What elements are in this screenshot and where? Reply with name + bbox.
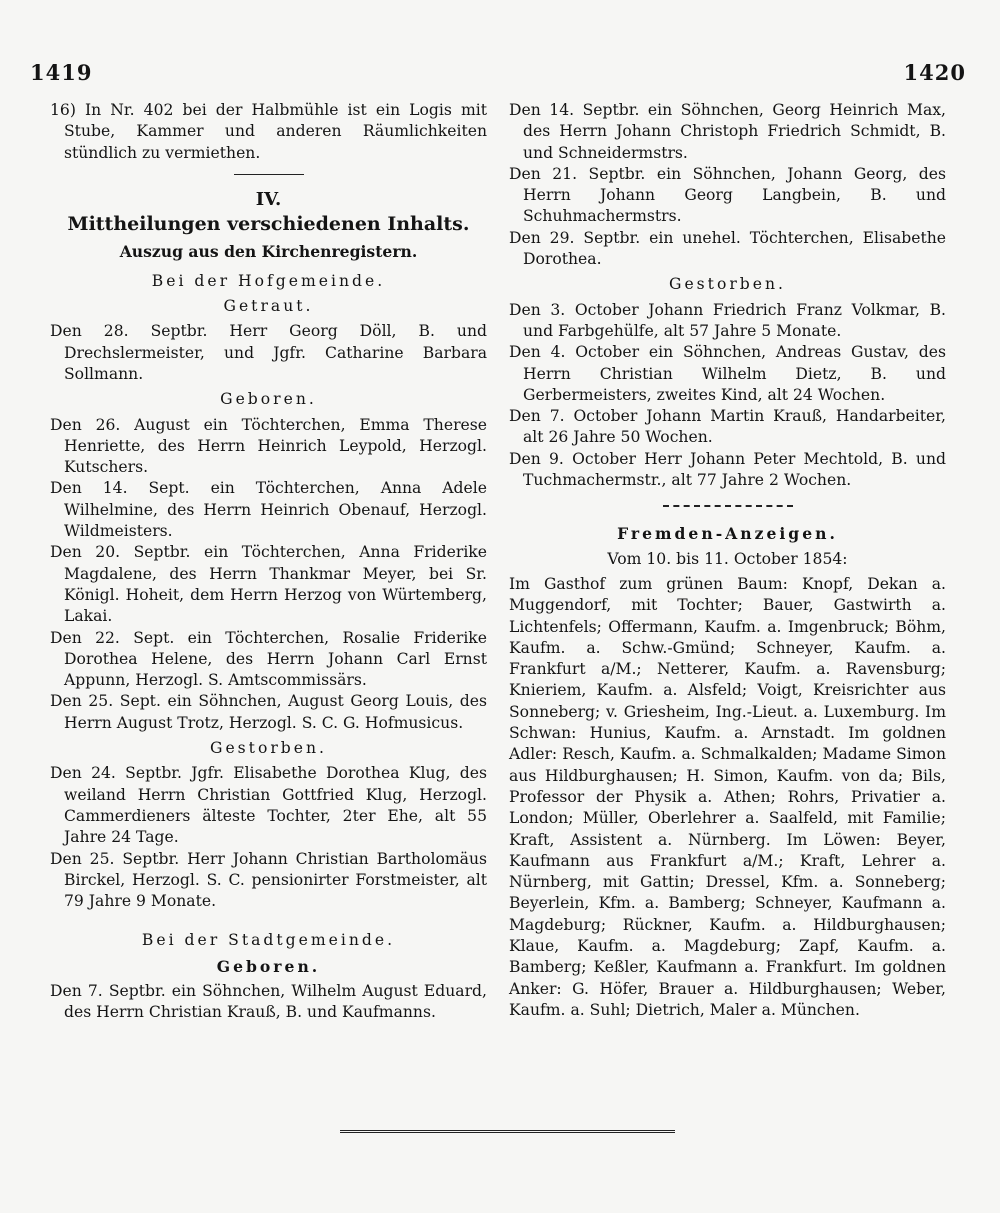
section-divider	[663, 505, 793, 507]
geboren-heading: Geboren.	[220, 390, 317, 409]
getraut-heading: Getraut.	[223, 297, 314, 316]
geboren-entry: Den 14. Septbr. ein Söhnchen, Georg Heinrich Max, des Herrn Johann Christoph Friedrich Schmidt, B. und Schneidermstrs.	[509, 101, 946, 162]
section-number: IV.	[255, 188, 282, 210]
stadt-heading: Bei der Stadtgemeinde.	[141, 931, 396, 950]
geboren-entry: Den 26. August ein Töchterchen, Emma Therese Henriette, des Herrn Heinrich Leypold, Herzogl. Kutschers.	[50, 415, 487, 477]
page-end-rule	[340, 1130, 675, 1133]
gestorben-entry: Den 25. Septbr. Herr Johann Christian Bartholomäus Birckel, Herzogl. S. C. pensionirter Forstmeister, alt 79 Jahre 9 Monate.	[50, 849, 487, 911]
stadt-geboren-heading: Geboren.	[216, 956, 321, 976]
geboren-entry: Den 14. Sept. ein Töchterchen, Anna Adele Wilhelmine, des Herrn Heinrich Obenauf, Herzogl. Wildmeisters.	[50, 479, 487, 541]
geboren-entry: Den 21. Septbr. ein Söhnchen, Johann Georg, des Herrn Johann Georg Langbein, B. und Schuhmachermstrs.	[509, 164, 946, 226]
geboren-entry: Den 25. Sept. ein Söhnchen, August Georg Louis, des Herrn August Trotz, Herzogl. S. C. G. Hofmusicus.	[50, 692, 487, 732]
geboren-entry: Den 22. Sept. ein Töchterchen, Rosalie Friderike Dorothea Helene, des Herrn Johann Carl Ernst Appunn, Herzogl. S. Amtscommissärs.	[50, 628, 487, 690]
geboren-entry: Den 20. Septbr. ein Töchterchen, Anna Friderike Magdalene, des Herrn Thankmar Meyer, bei Sr. Königl. Hoheit, dem Herrn Herzog von Würtemberg, Lakai.	[50, 543, 487, 626]
section-divider	[234, 174, 304, 175]
page-number-right: 1420	[903, 60, 966, 85]
left-column	[50, 100, 487, 1024]
section-title: Mittheilungen verschiedenen Inhalts.	[67, 213, 470, 236]
fremden-list: Im Gasthof zum grünen Baum: Knopf, Dekan a. Muggendorf, mit Tochter; Bauer, Gastwirth a. Lichtenfels; Offermann, Kaufm. a. Imgenbruck; Böhm, Kaufm. a. Schw.-Gmünd; Schneyer, Kaufm. a. Frankfurt a/M.; Netterer, Kaufm. a. Ravensburg; Knieriem, Kaufm. a. Alsfeld; Voigt, Kreisrichter aus Sonneberg; v. Griesheim, Ing.-Lieut. a. Luxemburg. Im Schwan: Hunius, Kaufm. a. Arnstadt. Im goldnen Adler: Resch, Kaufm. a. Schmalkalden; Madame Simon aus Hildburghausen; H. Simon, Kaufm. von da; Bils, Professor der Physik a. Athen; Rohrs, Privatier a. London; Müller, Oberlehrer a. Saalfeld, mit Familie; Kraft, Assistent a. Nürnberg. Im Löwen: Beyer, Kaufmann aus Frankfurt a/M.; Kraft, Lehrer a. Nürnberg, mit Gattin; Dressel, Kfm. a. Sonneberg; Beyerlein, Kfm. a. Bamberg; Schneyer, Kaufmann a. Magdeburg; Rückner, Kaufm. a. Hildburghausen; Klaue, Kaufm. a. Magdeburg; Zapf, Kaufm. a. Bamberg; Keßler, Kaufmann a. Frankfurt. Im goldnen Anker: G. Höfer, Brauer a. Hildburghausen; Weber, Kaufm. a. Suhl; Dietrich, Maler a. München.	[509, 574, 946, 1019]
gestorben-entry: Den 9. October Herr Johann Peter Mechtold, B. und Tuchmachermstr., alt 77 Jahre 2 Wochen.	[509, 449, 946, 490]
gestorben-heading: Gestorben.	[209, 739, 327, 758]
fremden-heading: Fremden-Anzeigen.	[617, 524, 838, 544]
stadt-geboren-entry: Den 7. Septbr. ein Söhnchen, Wilhelm August Eduard, des Herrn Christian Krauß, B. und Kaufmanns.	[50, 981, 487, 1022]
gestorben-entry: Den 24. Septbr. Jgfr. Elisabethe Dorothea Klug, des weiland Herrn Christian Gottfried Klug, Herzogl. Cammerdieners älteste Tochter, 2ter Ehe, alt 55 Jahre 24 Tage.	[50, 764, 487, 847]
gestorben-entry: Den 3. October Johann Friedrich Franz Volkmar, B. und Farbgehülfe, alt 57 Jahre 5 Monate.	[509, 300, 946, 340]
right-column	[509, 100, 946, 1021]
gestorben-entry: Den 4. October ein Söhnchen, Andreas Gustav, des Herrn Christian Wilhelm Dietz, B. und Gerbermeisters, zweites Kind, alt 24 Wochen.	[509, 343, 946, 404]
gestorben-entry: Den 7. October Johann Martin Krauß, Handarbeiter, alt 26 Jahre 50 Wochen.	[509, 407, 946, 447]
hof-heading: Bei der Hofgemeinde.	[151, 271, 386, 290]
getraut-entry: Den 28. Septbr. Herr Georg Döll, B. und Drechslermeister, und Jgfr. Catharine Barbara Sollmann.	[50, 322, 487, 383]
registry-title: Auszug aus den Kirchenregistern.	[119, 242, 418, 262]
notice-item-16: 16) In Nr. 402 bei der Halbmühle ist ein Logis mit Stube, Kammer und anderen Räumlichkeiten stündlich zu vermiethen.	[50, 101, 487, 162]
geboren-entry: Den 29. Septbr. ein unehel. Töchterchen, Elisabethe Dorothea.	[509, 228, 946, 269]
fremden-date: Vom 10. bis 11. October 1854:	[607, 549, 848, 568]
gestorben-heading: Gestorben.	[668, 275, 786, 294]
page-number-left: 1419	[30, 60, 93, 85]
